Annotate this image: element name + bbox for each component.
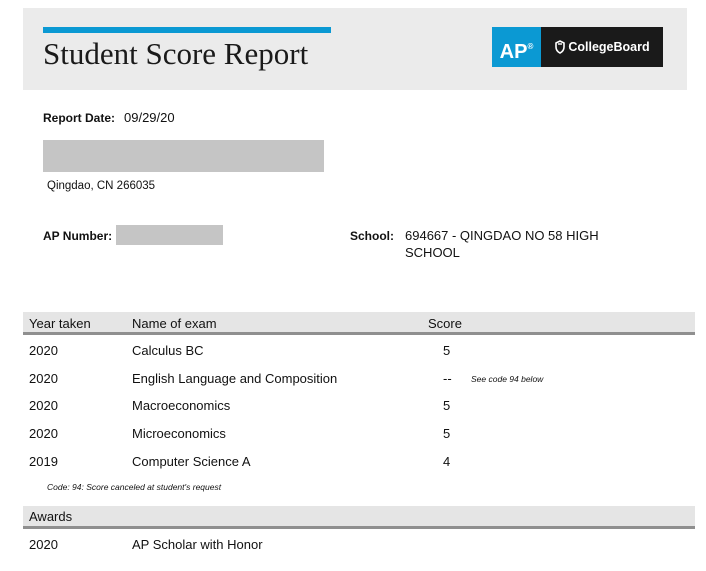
ap-logo-text: AP xyxy=(499,41,528,63)
award-row-name: AP Scholar with Honor xyxy=(132,537,263,552)
ap-number-label: AP Number: xyxy=(43,229,113,243)
exam-row-score: 5 xyxy=(443,343,451,358)
exam-row-score: 5 xyxy=(443,426,451,441)
exam-row-name: Microeconomics xyxy=(132,426,226,441)
exam-row-score: -- xyxy=(443,371,452,386)
awards-header xyxy=(23,506,695,529)
school-name-line1: 694667 - QINGDAO NO 58 HIGH xyxy=(405,228,599,243)
header-accent-bar xyxy=(43,27,331,33)
exam-row-score: 5 xyxy=(443,398,451,413)
exam-row-name: English Language and Composition xyxy=(132,371,338,386)
exam-footnote: Code: 94: Score canceled at student's request xyxy=(47,482,222,492)
exam-row-year: 2020 xyxy=(29,343,58,358)
report-date-label: Report Date: xyxy=(43,111,116,125)
city-line: Qingdao, CN 266035 xyxy=(47,180,156,192)
exam-row-name: Computer Science A xyxy=(132,454,251,469)
exam-row-score: 4 xyxy=(443,454,451,469)
awards-heading: Awards xyxy=(29,509,73,524)
ap-logo-registered-mark: ® xyxy=(527,42,534,51)
exam-row-year: 2019 xyxy=(29,454,58,469)
collegeboard-logo xyxy=(541,27,663,67)
exam-row-year: 2020 xyxy=(29,398,58,413)
column-header-score: Score xyxy=(428,316,462,331)
column-header-year: Year taken xyxy=(29,316,91,331)
column-header-exam-name: Name of exam xyxy=(132,316,217,331)
ap-logo xyxy=(492,27,541,67)
exam-row-year: 2020 xyxy=(29,426,58,441)
exam-row-name: Calculus BC xyxy=(132,343,204,358)
exam-row-name: Macroeconomics xyxy=(132,398,231,413)
exam-row-note: See code 94 below xyxy=(471,374,544,384)
redacted-student-name xyxy=(43,140,324,172)
acorn-icon xyxy=(554,40,566,54)
school-name-line2: SCHOOL xyxy=(405,245,460,260)
exam-row-year: 2020 xyxy=(29,371,58,386)
award-row-year: 2020 xyxy=(29,537,58,552)
page-title: Student Score Report xyxy=(43,36,309,71)
report-date-value: 09/29/20 xyxy=(124,110,175,125)
exams-table-header xyxy=(23,312,695,335)
collegeboard-logo-text: CollegeBoard xyxy=(568,40,650,54)
school-label: School: xyxy=(350,229,394,243)
redacted-ap-number xyxy=(116,225,223,245)
